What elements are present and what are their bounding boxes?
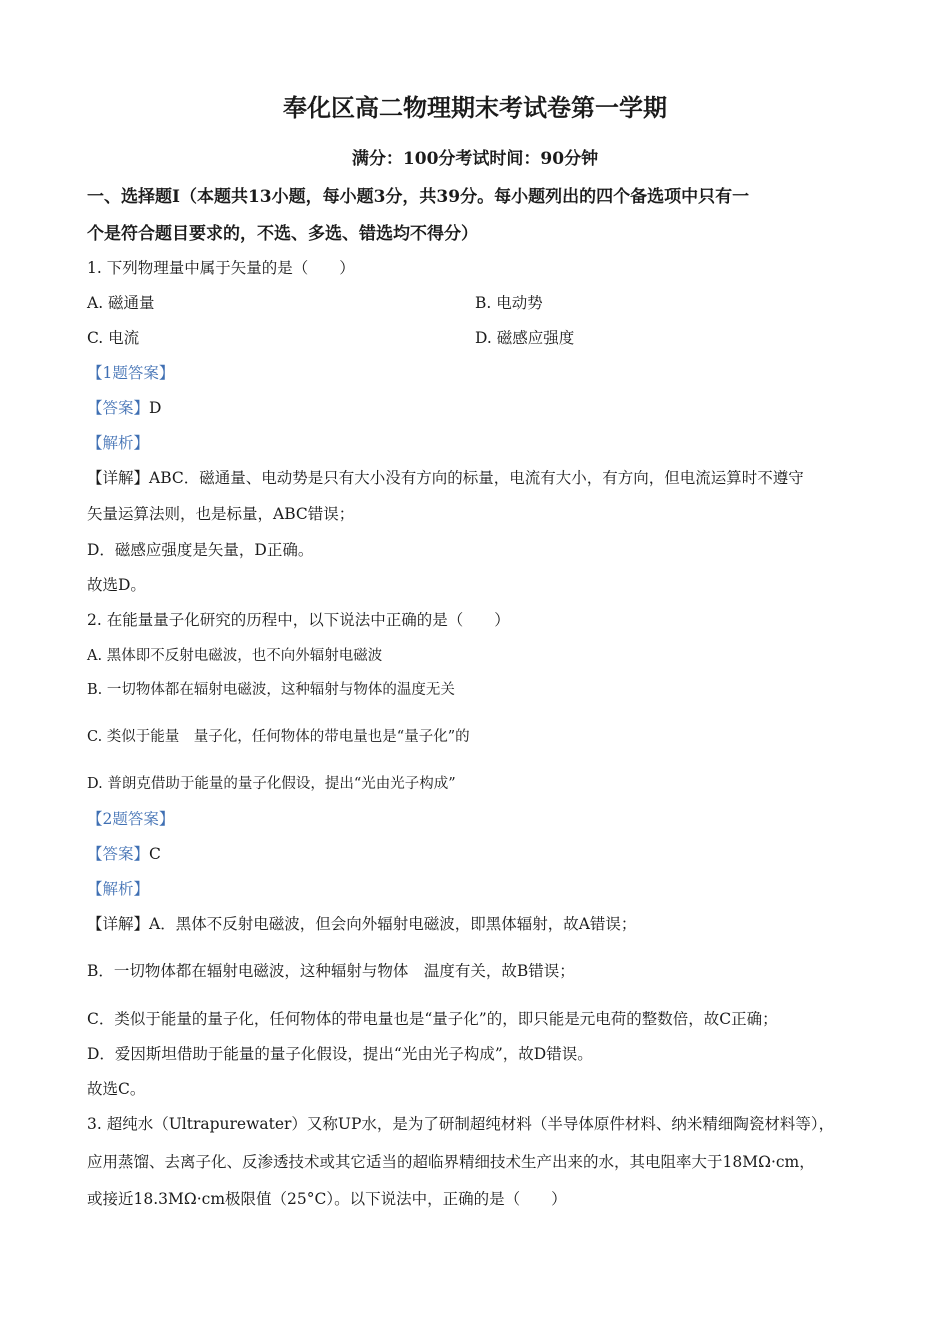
- detail-text: 【详解】A．黑体不反射电磁波，但会向外辐射电磁波，即黑体辐射，故A错误；: [87, 915, 637, 933]
- question-stem: 1. 下列物理量中属于矢量的是（ ）: [87, 259, 355, 277]
- option-c: C. 类似于能量 量子化，任何物体的带电量也是“量子化”的: [87, 729, 470, 745]
- answer-header: 【1题答案】: [87, 364, 175, 382]
- detail-text: D．磁感应强度是矢量，D正确。: [87, 541, 314, 559]
- answer-value: D: [149, 399, 162, 417]
- answer-tag: 【答案】: [87, 399, 150, 417]
- section-heading: 个是符合题目要求的，不选、多选、错选均不得分）: [87, 224, 478, 244]
- option-a: A. 黑体即不反射电磁波，也不向外辐射电磁波: [87, 648, 383, 664]
- analysis-label: 【解析】: [87, 434, 150, 452]
- question-stem: 或接近18.3MΩ·cm极限值（25°C）。以下说法中，正确的是（ ）: [87, 1190, 567, 1208]
- question-stem: 应用蒸馏、去离子化、反渗透技术或其它适当的超临界精细技术生产出来的水，其电阻率大于18MΩ·cm，: [87, 1153, 815, 1171]
- option-b: B. 一切物体都在辐射电磁波，这种辐射与物体的温度无关: [87, 682, 455, 698]
- detail-text: B．一切物体都在辐射电磁波，这种辐射与物体 温度有关，故B错误；: [87, 962, 575, 980]
- answer: [87, 842, 161, 864]
- question-stem: 3. 超纯水（Ultrapurewater）又称UP水，是为了研制超纯材料（半导体原件材料、纳米精细陶瓷材料等），: [87, 1115, 835, 1133]
- option-d: D. 普朗克借助于能量的量子化假设，提出“光由光子构成”: [87, 776, 456, 792]
- answer: [87, 396, 161, 418]
- page-title: 奉化区高二物理期末考试卷第一学期: [283, 93, 667, 122]
- page-subtitle: 满分：100分考试时间：90分钟: [351, 149, 599, 169]
- conclusion: 故选D。: [87, 576, 146, 594]
- option-b: B. 电动势: [475, 294, 543, 312]
- option-d: D. 磁感应强度: [475, 329, 575, 347]
- detail-text: 矢量运算法则，也是标量，ABC错误；: [87, 505, 355, 523]
- answer-header: 【2题答案】: [87, 810, 175, 828]
- section-heading: 一、选择题Ⅰ（本题共13小题，每小题3分，共39分。每小题列出的四个备选项中只有一: [87, 187, 750, 207]
- answer-value: C: [149, 845, 161, 863]
- option-c: C. 电流: [87, 329, 140, 347]
- conclusion: 故选C。: [87, 1080, 146, 1098]
- option-a: A. 磁通量: [87, 294, 155, 312]
- detail-text: D．爱因斯坦借助于能量的量子化假设，提出“光由光子构成”，故D错误。: [87, 1045, 593, 1063]
- analysis-label: 【解析】: [87, 880, 150, 898]
- detail-text: 【详解】ABC．磁通量、电动势是只有大小没有方向的标量，电流有大小，有方向，但电流运算时不遵守: [87, 469, 804, 487]
- detail-text: C．类似于能量的量子化，任何物体的带电量也是“量子化”的，即只能是元电荷的整数倍，故C正确；: [87, 1010, 778, 1028]
- answer-tag: 【答案】: [87, 845, 150, 863]
- question-stem: 2. 在能量量子化研究的历程中，以下说法中正确的是（ ）: [87, 611, 510, 629]
